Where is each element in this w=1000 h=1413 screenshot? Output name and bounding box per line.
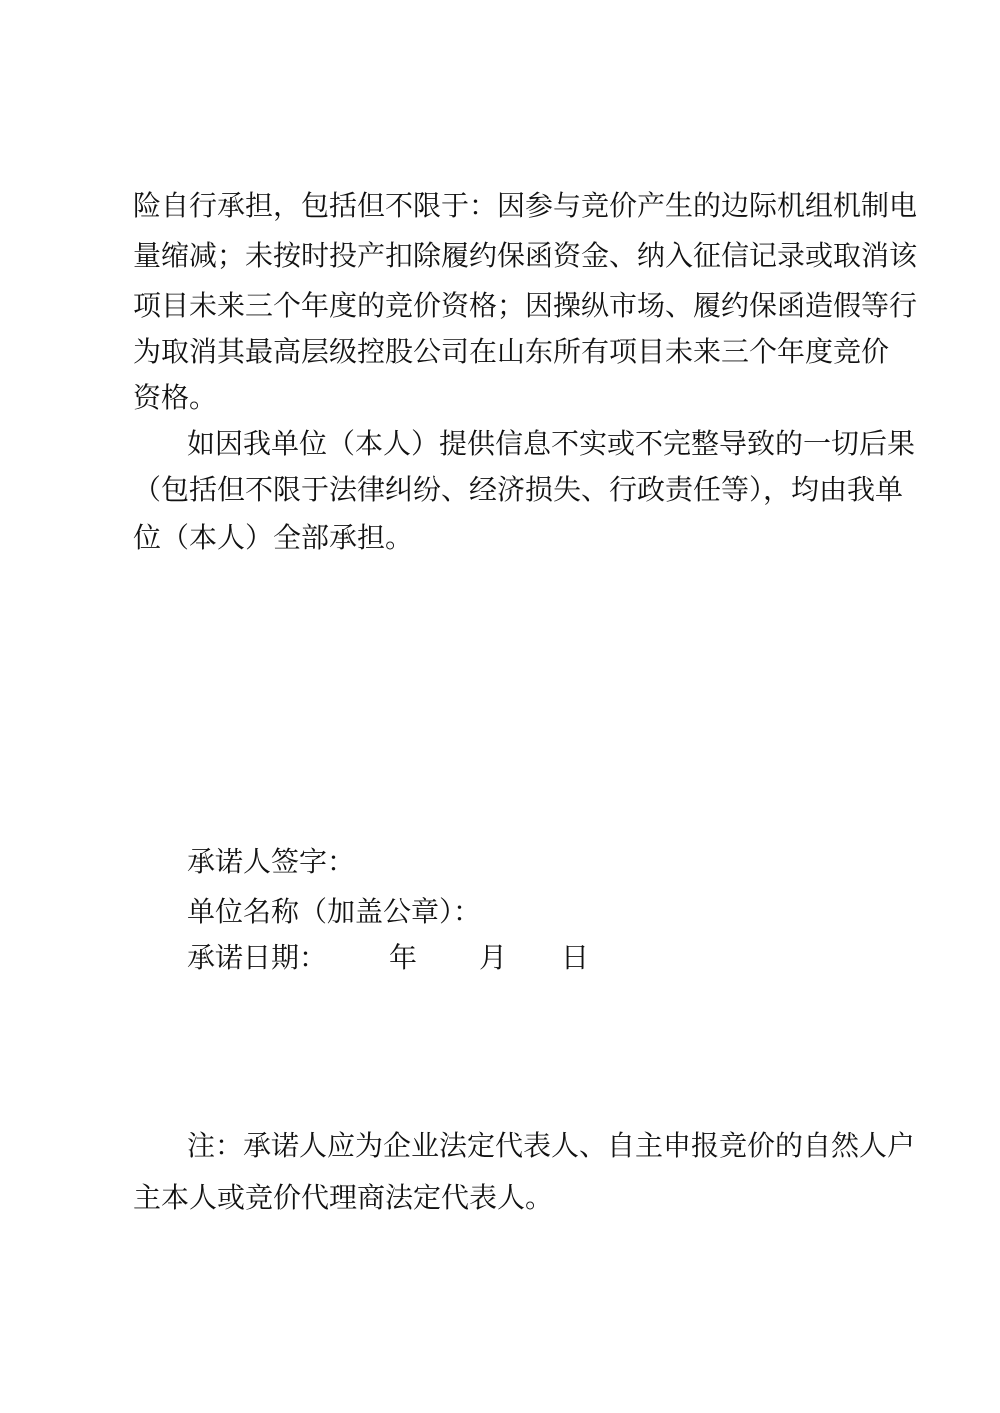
signer-signature-label: 承诺人签字： <box>187 845 356 878</box>
date-day-label: 日 <box>561 941 590 974</box>
paragraph-line: 如因我单位（本人）提供信息不实或不完整导致的一切后果 <box>187 427 916 460</box>
paragraph-line: 险自行承担，包括但不限于：因参与竞价产生的边际机组机制电 <box>133 189 918 222</box>
paragraph-line: 量缩减；未按时投产扣除履约保函资金、纳入征信记录或取消该 <box>133 239 918 272</box>
paragraph-line: （包括但不限于法律纠纷、经济损失、行政责任等），均由我单 <box>133 473 904 506</box>
note-line: 注：承诺人应为企业法定代表人、自主申报竞价的自然人户 <box>187 1129 916 1162</box>
paragraph-line: 为取消其最高层级控股公司在山东所有项目未来三个年度竞价 <box>133 335 890 368</box>
note-line: 主本人或竞价代理商法定代表人。 <box>133 1181 554 1214</box>
commitment-date-row <box>187 938 589 978</box>
date-year-label: 年 <box>389 941 418 974</box>
paragraph-line: 资格。 <box>133 381 218 414</box>
paragraph-line: 位（本人）全部承担。 <box>133 521 414 554</box>
commitment-date-label: 承诺日期： <box>187 941 328 974</box>
paragraph-line: 项目未来三个年度的竞价资格；因操纵市场、履约保函造假等行 <box>133 289 918 322</box>
unit-name-label: 单位名称（加盖公章）： <box>187 895 482 928</box>
date-month-label: 月 <box>479 941 508 974</box>
